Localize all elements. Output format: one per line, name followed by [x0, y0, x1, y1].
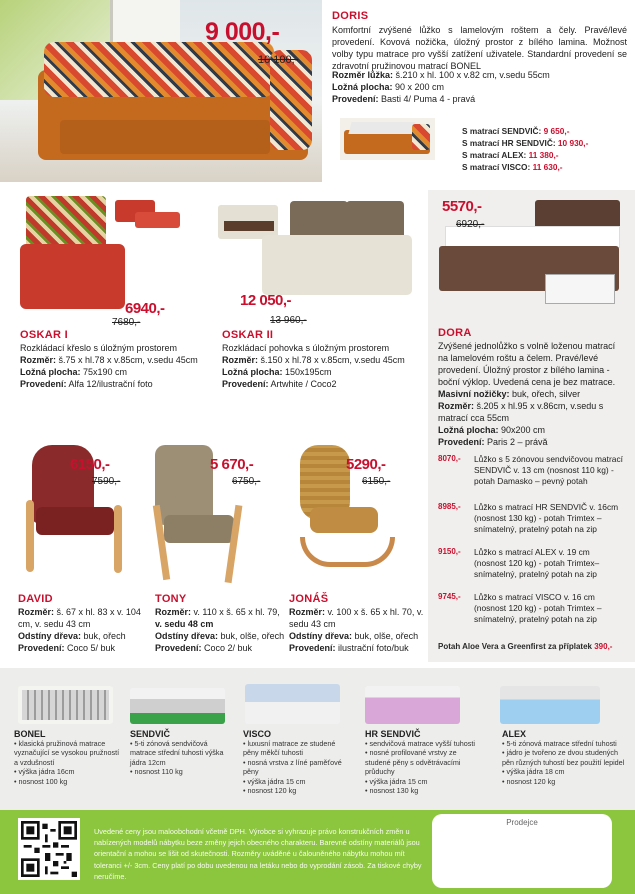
hr-sendvic-image: [365, 686, 460, 724]
tony-name: TONY: [155, 593, 187, 605]
qr-code[interactable]: [18, 818, 80, 880]
footer-disclaimer: Uvedené ceny jsou maloobchodní včetně DPH. Výrobce si vyhrazuje právo konstrukčních změn u nabízených modelů nábytku beze změny jejich obecného charakteru. Barevné odstíny materiálů jsou orientační a mohou se lišit od skutečnosti. Rozměry uváděné u čalouněného nábytku mohou mít toleranci +/- 3cm. Ceny platí po dobu uvedenou na letáku nebo do vyprodání zásob. Za tiskové chyby neručíme.: [94, 827, 422, 881]
qr-code-icon: [21, 821, 77, 877]
david-details: Rozměr: š. 67 x hl. 83 x v. 104 cm, v. sedu 43 cm Odstíny dřeva: buk, ořech Provedení: Coco 5/ buk: [18, 607, 141, 653]
sendvic-image: [130, 688, 225, 724]
dora-name: DORA: [438, 327, 472, 339]
jonas-name: JONÁŠ: [289, 593, 329, 605]
oskar2-details: Rozkládací pohovka s úložným prostorem Rozměr: š.150 x hl.78 x v.85cm, v.sedu 45cm Ložná plocha: 150x195cm Provedení: Artwhite / Coco2: [222, 343, 405, 389]
dora-price: 5570,-: [442, 198, 482, 215]
dora-cover-surcharge: Potah Aloe Vera a Greenfirst za příplatek 390,-: [438, 642, 613, 651]
oskar2-old-price: 13 960,-: [270, 315, 307, 326]
tony-details: Rozměr: v. 110 x š. 65 x hl. 79, v. sedu 48 cm Odstíny dřeva: buk, olše, ořech Provedení: Coco 2/ buk: [155, 607, 285, 653]
oskar1-old-price: 7680,-: [112, 317, 141, 328]
oskar1-details: Rozkládací křeslo s úložným prostorem Rozměr: š.75 x hl.78 x v.85cm, v.sedu 45cm Ložná plocha: 75x190 cm Provedení: Alfa 12/ilustrační foto: [20, 343, 198, 389]
mattress-bonel: BONEL • klasická pružinová matrace vyznačující se vysokou pružností a vzdušností • výška jádra 16cm • nosnost 100 kg: [14, 729, 124, 786]
oskar2-name: OSKAR II: [222, 329, 274, 341]
oskar2-photo: [218, 195, 418, 305]
doris-options: S matrací SENDVIČ: 9 650,- S matrací HR SENDVIČ: 10 930,- S matrací ALEX: 11 380,- S matrací VISCO: 11 630,-: [462, 126, 589, 172]
mattress-hr-sendvic: HR SENDVIČ • sendvičová matrace vyšší tuhosti • nosné profilované vrstvy ze studené pěny s odvětrávacími průduchy • výška jádra 15 cm • nosnost 130 kg: [365, 729, 483, 795]
visco-image: [245, 684, 340, 724]
doris-specs: Rozměr lůžka: š.210 x hl. 100 x v.82 cm, v.sedu 55cm Ložná plocha: 90 x 200 cm Provedení: Basti 4/ Puma 4 - pravá: [332, 70, 550, 104]
doris-description: Komfortní zvýšené lůžko s lamelovým roštem a čely. Pravé/levé provedení. Kovová nožička, úložný prostor z bílého lamina. Možnost volby typu matrace pro vyšší zatížení uživatele. Standardní provedení se zdravotní pružinovou matrací BONEL: [332, 25, 627, 71]
jonas-old-price: 6150,-: [362, 476, 391, 487]
oskar1-name: OSKAR I: [20, 329, 68, 341]
david-old-price: 7590,-: [92, 476, 121, 487]
alex-image: [500, 686, 600, 724]
dora-description: Zvýšené jednolůžko s volně loženou matrací na lamelovém roštu a čelem. Pravé/levé provedení. Úložný prostor z bílého lamina - boční výklop. Uvedená cena je bez matrace.: [438, 341, 616, 387]
doris-price: 9 000,-: [205, 18, 280, 46]
bonel-image: [18, 686, 113, 724]
doris-storage-photo: [340, 118, 435, 160]
doris-old-price: 10 100,-: [258, 54, 299, 66]
seller-label: Prodejce: [506, 818, 538, 827]
mattress-sendvic: SENDVIČ • 5-ti zónová sendvičová matrace střední tuhosti výška jádra 12cm • nosnost 110 kg: [130, 729, 235, 777]
oskar1-price: 6940,-: [125, 300, 165, 317]
seller-box: [432, 814, 612, 888]
tony-price: 5 670,-: [210, 456, 254, 473]
jonas-details: Rozměr: v. 100 x š. 65 x hl. 70, v. sedu 43 cm Odstíny dřeva: buk, olše, ořech Provedení: ilustrační foto/buk: [289, 607, 424, 653]
oskar2-price: 12 050,-: [240, 292, 292, 309]
david-price: 6150,-: [70, 456, 110, 473]
doris-name: DORIS: [332, 10, 369, 22]
mattress-visco: VISCO • luxusní matrace ze studené pěny měkčí tuhosti • nosná vrstva z líné paměťové pěny • výška jádra 15 cm • nosnost 120 kg: [243, 729, 351, 795]
dora-specs: Masivní nožičky: buk, ořech, silver Rozměr: š.205 x hl.95 x v.86cm, v.sedu s matrací cca 55cm Ložná plocha: 90x200 cm Provedení: Paris 2 – právă: [438, 389, 604, 447]
tony-old-price: 6750,-: [232, 476, 261, 487]
oskar1-photo: [20, 192, 200, 317]
dora-old-price: 6920,-: [456, 219, 485, 230]
jonas-price: 5290,-: [346, 456, 386, 473]
david-name: DAVID: [18, 593, 53, 605]
mattress-alex: ALEX • 5-ti zónová matrace střední tuhosti • jádro je tvořeno ze dvou studených pěn různých tuhostí bez použití lepidel • výška jádra 18 cm • nosnost 120 kg: [502, 729, 627, 786]
